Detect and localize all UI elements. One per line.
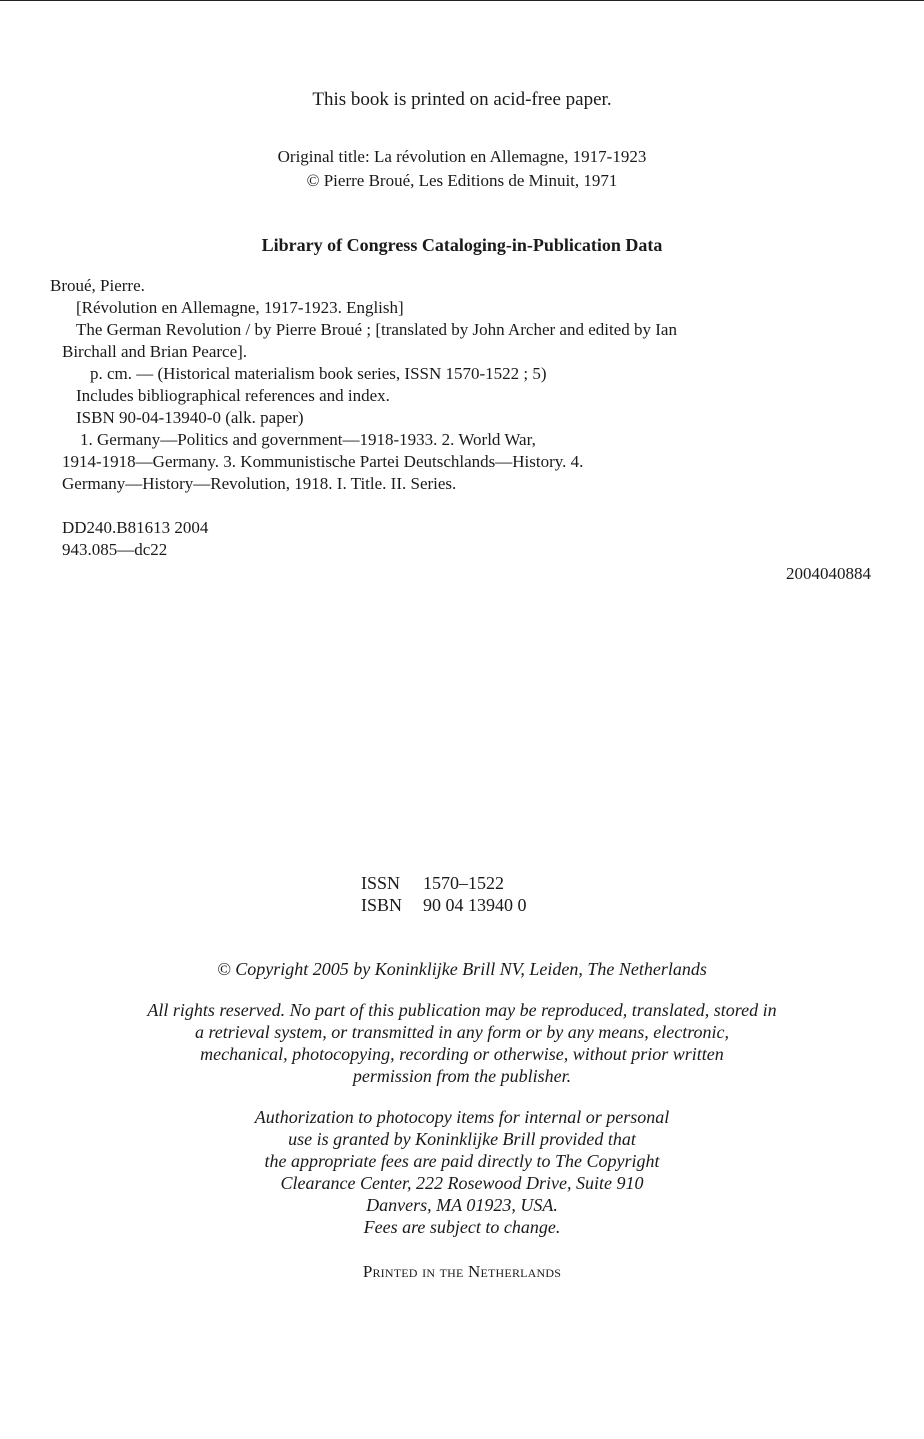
copyright-notice: © Copyright 2005 by Koninklijke Brill NV, Leiden, The Netherlands (217, 959, 707, 979)
cip-line: The German Revolution / by Pierre Broué ; [translated by John Archer and edited by Ian (76, 320, 677, 339)
authorization-line: Fees are subject to change. (363, 1217, 561, 1237)
rights-line: mechanical, photocopying, recording or otherwise, without prior written (200, 1044, 724, 1064)
authorization-line: Danvers, MA 01923, USA. (366, 1195, 558, 1215)
isbn-value: 90 04 13940 0 (423, 895, 527, 915)
rights-line: a retrieval system, or transmitted in any form or by any means, electronic, (194, 1022, 730, 1042)
isbn-label: ISBN (361, 895, 403, 915)
call-number: DD240.B81613 2004 (62, 518, 209, 537)
cip-line: Germany—History—Revolution, 1918. I. Title. II. Series. (62, 474, 457, 493)
cip-line: 1. Germany—Politics and government—1918-1933. 2. World War, (80, 430, 536, 449)
authorization-line: Clearance Center, 222 Rosewood Drive, Suite 910 (280, 1173, 644, 1193)
cip-line: p. cm. — (Historical materialism book series, ISSN 1570-1522 ; 5) (90, 364, 547, 383)
acid-free-notice: This book is printed on acid-free paper. (312, 89, 612, 110)
original-copyright: © Pierre Broué, Les Editions de Minuit, 1971 (306, 171, 618, 190)
dewey-number: 943.085—dc22 (62, 540, 168, 559)
authorization-line: the appropriate fees are paid directly to The Copyright (264, 1151, 660, 1171)
issn-row (361, 872, 504, 894)
authorization-line: Authorization to photocopy items for internal or personal (254, 1107, 670, 1127)
rights-line: permission from the publisher. (352, 1066, 572, 1086)
lccn: 2004040884 (786, 564, 871, 583)
cip-heading: Library of Congress Cataloging-in-Publication Data (261, 235, 663, 255)
issn-label: ISSN (361, 873, 401, 893)
rights-line: All rights reserved. No part of this publication may be reproduced, translated, stored in (147, 1000, 777, 1020)
cip-line: [Révolution en Allemagne, 1917-1923. English] (76, 298, 404, 317)
top-rule (0, 0, 924, 1)
printed-in: Printed in the Netherlands (362, 1262, 562, 1281)
cip-line: Includes bibliographical references and index. (76, 386, 390, 405)
authorization-line: use is granted by Koninklijke Brill provided that (288, 1129, 636, 1149)
cip-line: Broué, Pierre. (50, 276, 145, 295)
cip-line: Birchall and Brian Pearce]. (62, 342, 248, 361)
cip-line: 1914-1918—Germany. 3. Kommunistische Partei Deutschlands—History. 4. (62, 452, 584, 471)
issn-value: 1570–1522 (423, 873, 504, 893)
original-title: Original title: La révolution en Allemagne, 1917-1923 (277, 147, 647, 166)
isbn-row (361, 894, 527, 916)
cip-line: ISBN 90-04-13940-0 (alk. paper) (76, 408, 304, 427)
